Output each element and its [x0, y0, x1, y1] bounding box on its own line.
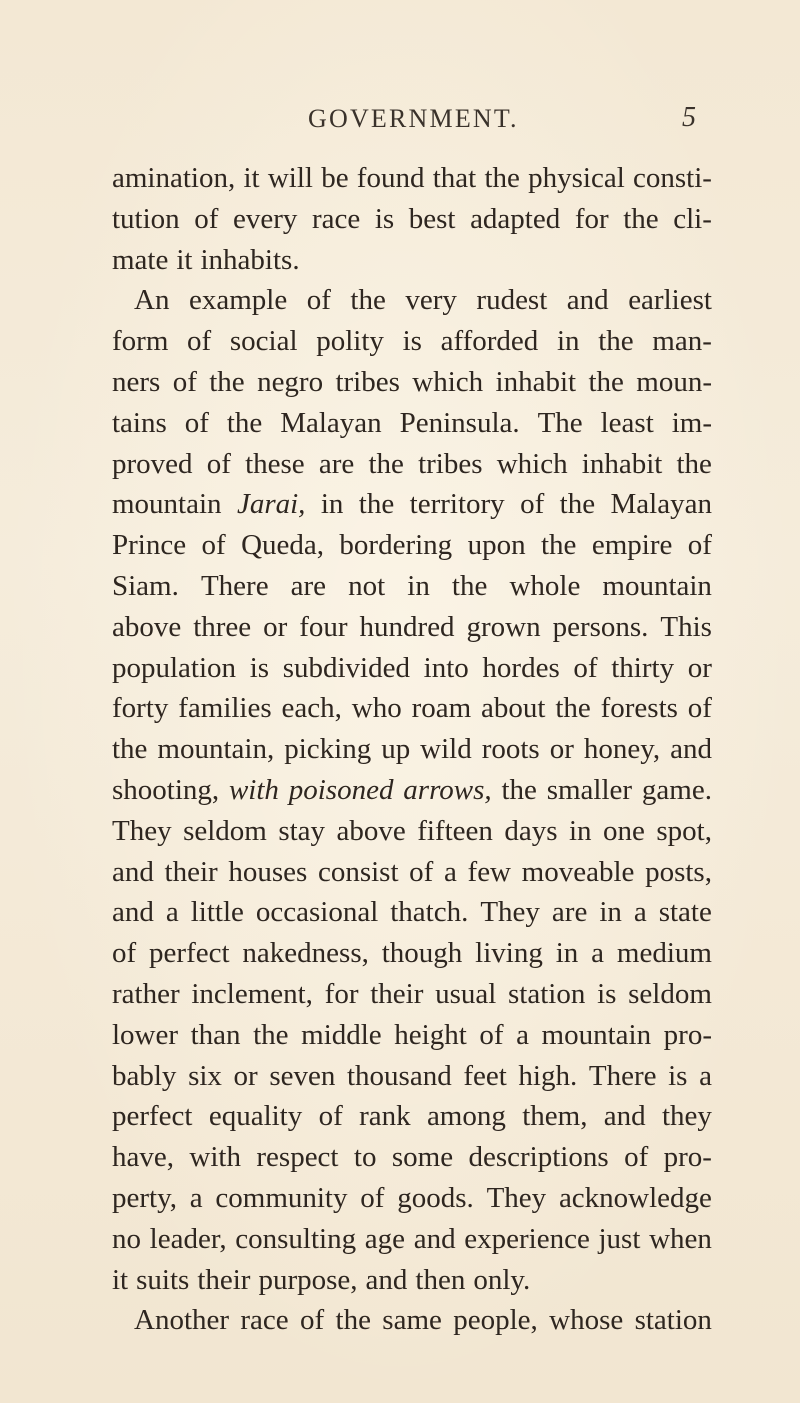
text-line: perfect equality of rank among them, and they [112, 1100, 712, 1133]
text-line: tution of every race is best adapted for the cli- [112, 202, 712, 235]
text-line: ners of the negro tribes which inhabit the moun- [112, 365, 712, 398]
text-line: proved of these are the tribes which inhabit the [112, 447, 712, 480]
text-line: and a little occasional thatch. They are in a state [112, 896, 712, 929]
running-title: GOVERNMENT. [308, 104, 519, 133]
text-line: rather inclement, for their usual station is seldom [112, 977, 712, 1010]
text-line: the mountain, picking up wild roots or honey, and [112, 733, 712, 766]
text-line: An example of the very rudest and earliest [134, 284, 712, 317]
page-number: 5 [682, 102, 696, 133]
text-line: it suits their purpose, and then only. [112, 1263, 531, 1296]
text-line: mate it inhabits. [112, 243, 300, 276]
text-line: perty, a community of goods. They acknowledge [112, 1181, 712, 1214]
text-line: bably six or seven thousand feet high. There is a [112, 1059, 712, 1092]
text-line: tains of the Malayan Peninsula. The least im- [112, 406, 712, 439]
text-line: lower than the middle height of a mountain pro- [112, 1018, 712, 1051]
text-line: amination, it will be found that the physical consti- [112, 162, 712, 194]
text-line: of perfect nakedness, though living in a medium [112, 937, 712, 970]
text-line: above three or four hundred grown persons. This [112, 610, 712, 643]
text-line: forty families each, who roam about the forests of [112, 692, 712, 725]
text-line: Prince of Queda, bordering upon the empire of [112, 529, 712, 562]
text-line: and their houses consist of a few moveable posts, [112, 855, 712, 888]
text-line: shooting, with poisoned arrows, the smaller game. [112, 773, 712, 806]
running-head [0, 104, 800, 140]
text-line: have, with respect to some descriptions of pro- [112, 1141, 712, 1174]
text-line: form of social polity is afforded in the man- [112, 325, 712, 358]
body-text [112, 158, 712, 1341]
text-line: They seldom stay above fifteen days in one spot, [112, 814, 712, 847]
text-line: population is subdivided into hordes of thirty or [112, 651, 712, 684]
text-line: Another race of the same people, whose station [134, 1304, 712, 1337]
text-line: mountain Jarai, in the territory of the Malayan [112, 488, 712, 521]
text-line: no leader, consulting age and experience just when [112, 1222, 712, 1255]
text-line: Siam. There are not in the whole mountain [112, 569, 712, 602]
